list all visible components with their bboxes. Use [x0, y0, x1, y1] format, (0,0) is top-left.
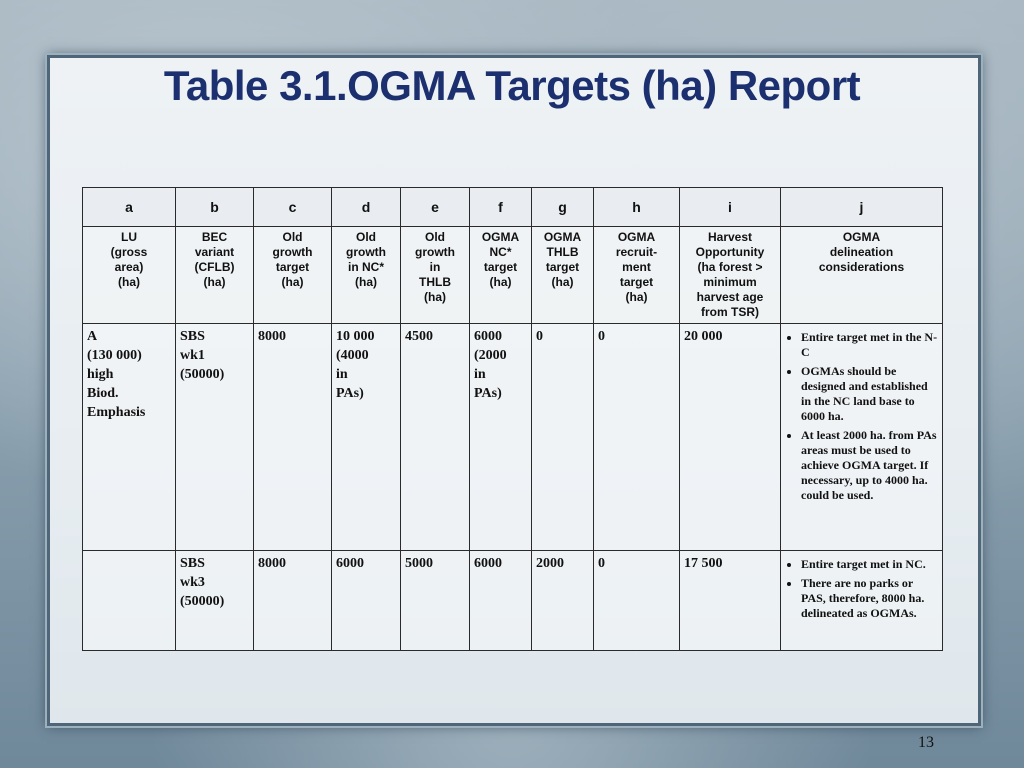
ogma-recruit-cell: 0: [594, 324, 680, 551]
column-letter-row: [83, 188, 943, 227]
og-nc-cell: 6000: [332, 551, 401, 651]
notes-cell: [781, 324, 943, 551]
column-header: OGMA NC* target (ha): [470, 227, 532, 324]
harvest-cell: 17 500: [680, 551, 781, 651]
slide-title: Table 3.1.OGMA Targets (ha) Report: [163, 62, 861, 109]
bec-cell: SBS wk1 (50000): [176, 324, 254, 551]
column-letter: e: [401, 188, 470, 227]
column-header: Harvest Opportunity (ha forest > minimum harvest age from TSR): [680, 227, 781, 324]
column-letter: j: [781, 188, 943, 227]
column-header: OGMA recruit- ment target (ha): [594, 227, 680, 324]
note-item: • Entire target met in NC.: [801, 557, 938, 572]
og-thlb-cell: 4500: [401, 324, 470, 551]
lu-cell: [83, 551, 176, 651]
column-header: LU (gross area) (ha): [83, 227, 176, 324]
column-header: Old growth in THLB (ha): [401, 227, 470, 324]
column-letter: c: [254, 188, 332, 227]
column-header: OGMA delineation considerations: [781, 227, 943, 324]
ogma-recruit-cell: 0: [594, 551, 680, 651]
ogma-nc-cell: 6000: [470, 551, 532, 651]
column-letter: d: [332, 188, 401, 227]
harvest-cell: 20 000: [680, 324, 781, 551]
column-header: OGMA THLB target (ha): [532, 227, 594, 324]
note-item: • There are no parks or PAS, therefore, 8000 ha. delineated as OGMAs.: [801, 576, 938, 621]
column-letter: a: [83, 188, 176, 227]
note-item: • At least 2000 ha. from PAs areas must be used to achieve OGMA target. If necessary, up to 4000 ha. could be used.: [801, 428, 938, 503]
column-letter: b: [176, 188, 254, 227]
table-row: [83, 324, 943, 551]
ogma-thlb-cell: 0: [532, 324, 594, 551]
column-header: Old growth in NC* (ha): [332, 227, 401, 324]
og-target-cell: 8000: [254, 551, 332, 651]
column-letter: i: [680, 188, 781, 227]
column-letter: g: [532, 188, 594, 227]
notes-cell: [781, 551, 943, 651]
ogma-targets-table: [82, 187, 943, 651]
page-number: 13: [918, 734, 934, 751]
column-letter: f: [470, 188, 532, 227]
column-header-row: [83, 227, 943, 324]
column-letter: h: [594, 188, 680, 227]
bec-cell: SBS wk3 (50000): [176, 551, 254, 651]
og-nc-cell: 10 000 (4000 in PAs): [332, 324, 401, 551]
og-thlb-cell: 5000: [401, 551, 470, 651]
lu-cell: A (130 000) high Biod. Emphasis: [83, 324, 176, 551]
column-header: BEC variant (CFLB) (ha): [176, 227, 254, 324]
note-item: • OGMAs should be designed and established in the NC land base to 6000 ha.: [801, 364, 938, 424]
notes-list: [785, 330, 938, 503]
note-item: • Entire target met in the N-C: [801, 330, 938, 360]
notes-list: [785, 557, 938, 621]
column-header: Old growth target (ha): [254, 227, 332, 324]
og-target-cell: 8000: [254, 324, 332, 551]
ogma-thlb-cell: 2000: [532, 551, 594, 651]
table-row: [83, 551, 943, 651]
ogma-nc-cell: 6000 (2000 in PAs): [470, 324, 532, 551]
